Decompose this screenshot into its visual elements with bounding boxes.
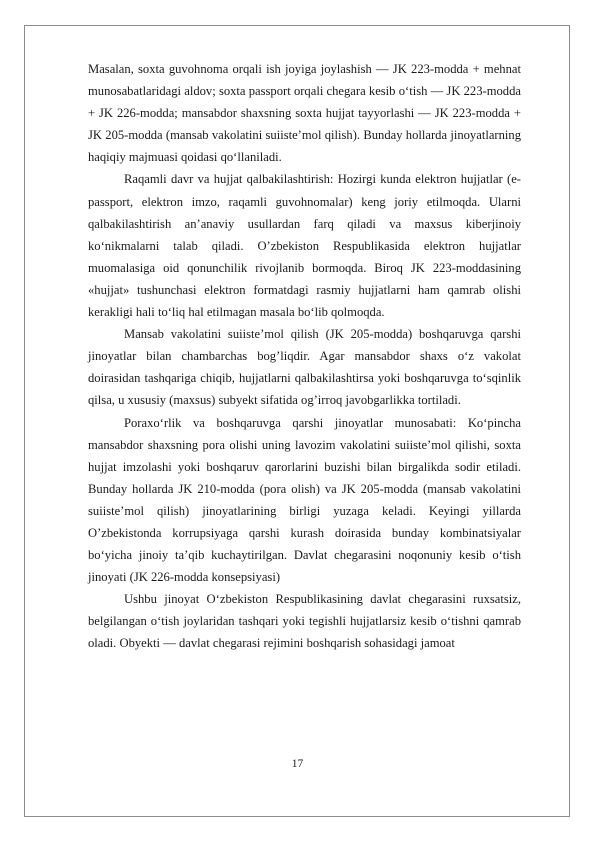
paragraph-examples: Masalan, soxta guvohnoma orqali ish joyiga joylashish — JK 223-modda + mehnat munosabatlaridagi aldov; soxta passport orqali chegara kesib o‘tish — JK 223-modda + JK 226-modda; mansabdor shaxsning soxta hujjat tayyorlashi — JK 223-modda + JK 205-modda (mansab vakolatini suiiste’mol qilish). Bunday hollarda jinoyatlarning haqiqiy majmuasi qoidasi qo‘llaniladi. <box>88 62 521 165</box>
paragraph-border-crossing: Ushbu jinoyat O‘zbekiston Respublikasining davlat chegarasini ruxsatsiz, belgilangan o‘tish joylaridan tashqari yoki tegishli hujjatlarsiz kesib o‘tishni qamrab oladi. Obyekti — davlat chegarasi rejimini boshqarish sohasidagi jamoat <box>88 592 521 651</box>
paragraph-bribery: Poraxo‘rlik va boshqaruvga qarshi jinoyatlar munosabati: Ko‘pincha mansabdor shaxsning pora olishi uning lavozim vakolatini suiiste’mol qilishi, soxta hujjat imzolashi yoki boshqaruv qarorlarini buzishi bilan birgalikda sodir etiladi. Bunday hollarda JK 210-modda (pora olish) va JK 205-modda (mansab vakolatini suiiste’mol qilish) jinoyatlarining birligi yuzaga keladi. Keyingi yillarda O’zbekistonda korrupsiyaga qarshi kurash doirasida bunday kombinatsiyalar bo‘yicha jinoiy ta’qib kuchaytirilgan. Davlat chegarasini noqonuniy kesib o‘tish jinoyati (JK 226-modda konsepsiyasi) <box>88 415 521 585</box>
page-number: 17 <box>291 758 304 770</box>
paragraph-abuse-of-authority: Mansab vakolatini suiiste’mol qilish (JK 205-modda) boshqaruvga qarshi jinoyatlar bilan chambarchas bog’liqdir. Agar mansabdor shaxs o‘z vakolat doirasidan tashqariga chiqib, hujjatlarni qalbakilashtirsa yoki boshqaruvga to‘sqinlik qilsa, u xususiy (maxsus) subyekt sifatida og’irroq javobgarlikka tortiladi. <box>88 327 521 408</box>
document-body <box>88 58 521 655</box>
paragraph-digital-era: Raqamli davr va hujjat qalbakilashtirish: Hozirgi kunda elektron hujjatlar (e-passport, elektron imzo, raqamli guvohnomalar) keng joriy etilmoqda. Ularni qalbakilashtirish an’anaviy usullardan farq qiladi va maxsus kiberjinoiy ko‘nikmalarni talab qiladi. O’zbekiston Respublikasida elektron hujjatlar muomalasiga oid qonunchilik rivojlanib bormoqda. Biroq JK 223-moddasining «hujjat» tushunchasi elektron formatdagi rasmiy hujjatlarni ham qamrab olishi kerakligi hali to‘liq hal etilmagan masala bo‘lib qolmoqda. <box>88 172 521 320</box>
